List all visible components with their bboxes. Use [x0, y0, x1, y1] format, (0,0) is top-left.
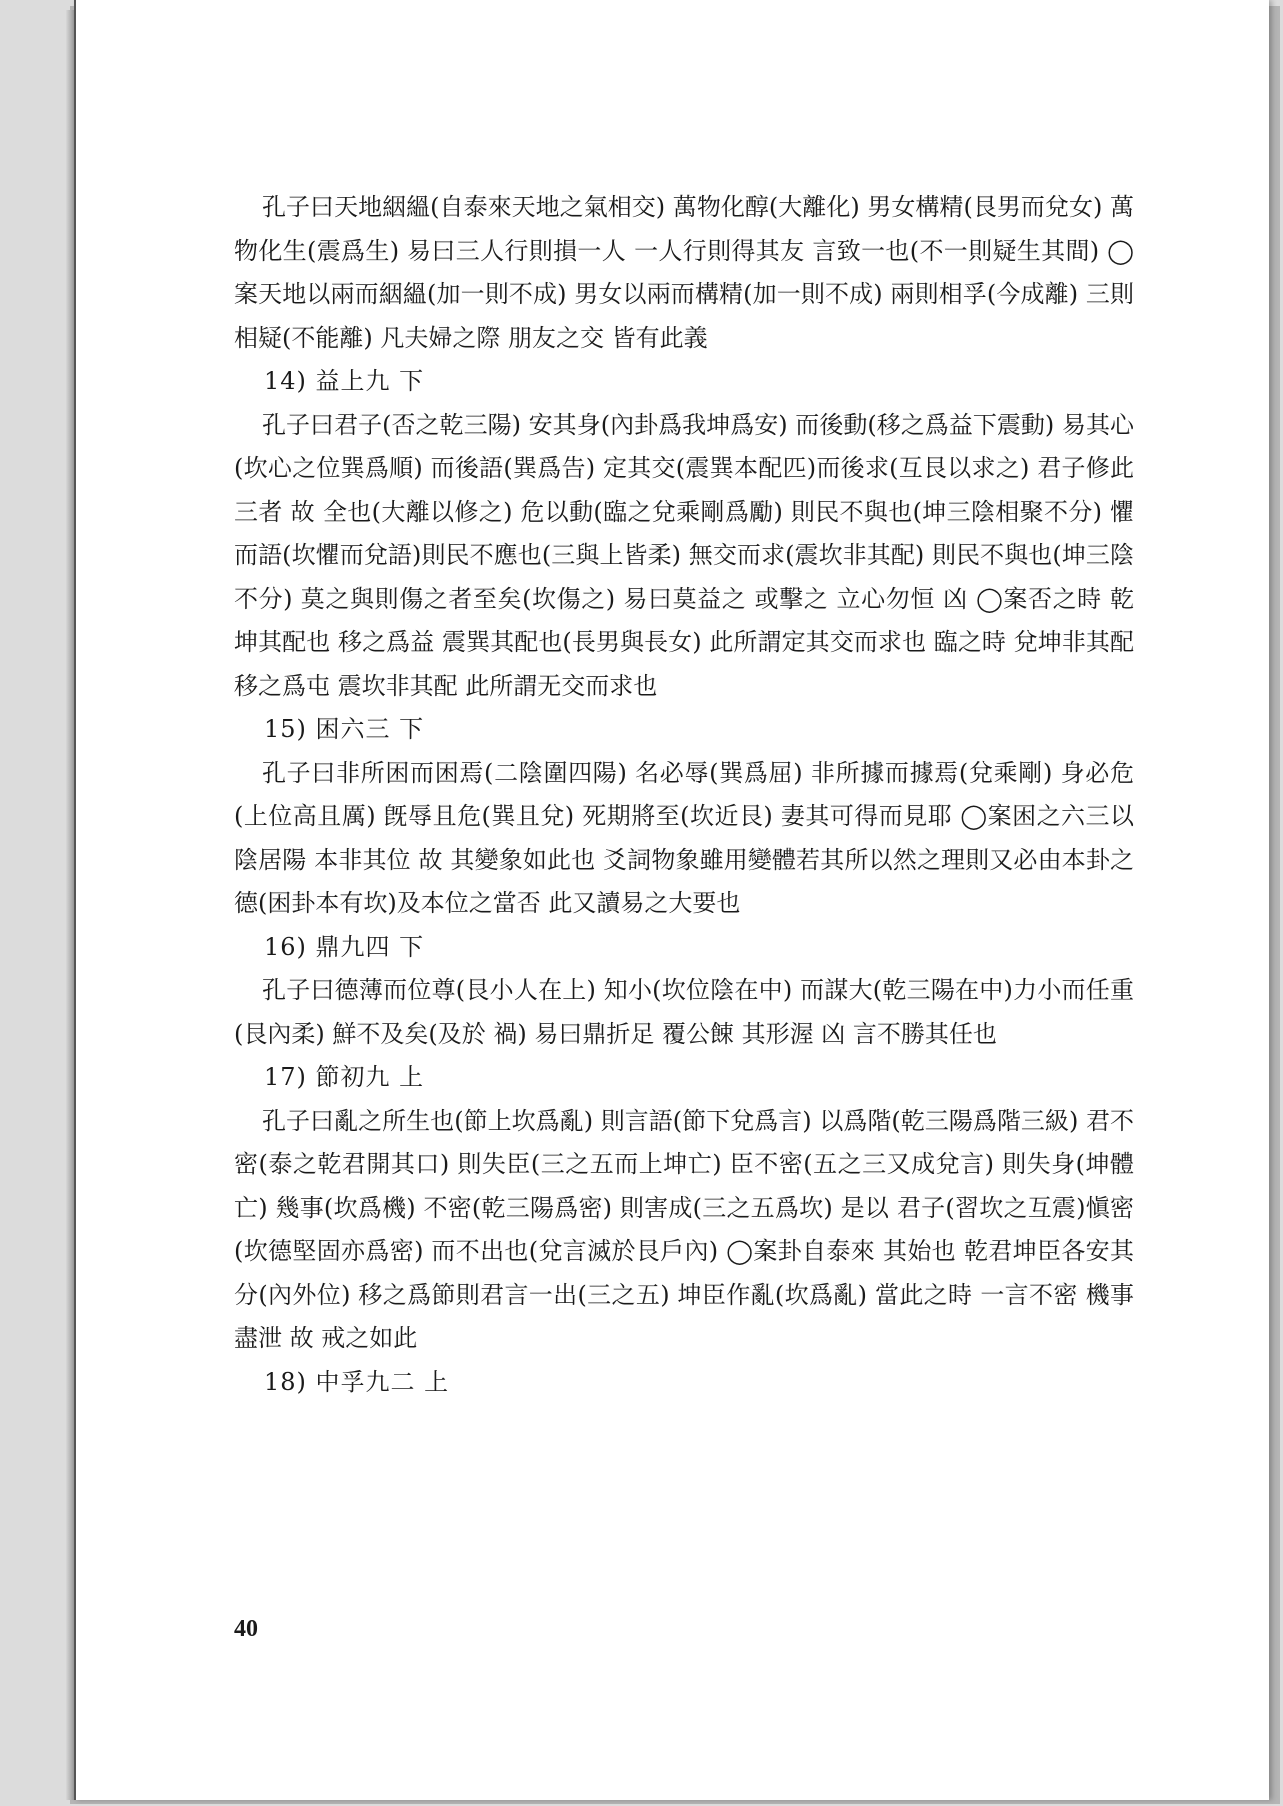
section-heading: 16) 鼎九四 下 — [264, 932, 425, 961]
paragraph: 孔子曰非所困而困焉(二陰圍四陽) 名必辱(巽爲屈) 非所據而據焉(兌乘剛) 身必危(上位高且厲) 旣辱且危(巽且兌) 死期將至(坎近艮) 妻其可得而見耶 ◯案困之六三以陰居陽 本非其位 故 其變象如此也 爻詞物象雖用變體若其所以然之理則又必由本卦之德(困卦本有坎)及本位之當否 此又讀易之大要也 — [234, 758, 1134, 917]
section-heading: 17) 節初九 上 — [264, 1063, 425, 1091]
section-heading: 18) 中孚九二 上 — [264, 1367, 450, 1396]
paragraph: 孔子曰天地絪縕(自泰來天地之氣相交) 萬物化醇(大離化) 男女構精(艮男而兌女) 萬物化生(震爲生) 易曰三人行則損一人 一人行則得其友 言致一也(不一則疑生其間) ◯案天地以兩而絪縕(加一則不成) 男女以兩而構精(加一則不成) 兩則相孚(今成離) 三則相疑(不能離) 凡夫婦之際 朋友之交 皆有此義 — [234, 193, 1134, 352]
page-edge — [66, 10, 74, 1800]
section-heading: 14) 益上九 下 — [264, 367, 425, 395]
section-heading: 15) 困六三 下 — [264, 715, 425, 743]
paragraph: 孔子曰德薄而位尊(艮小人在上) 知小(坎位陰在中) 而謀大(乾三陽在中)力小而任重(艮內柔) 鮮不及矣(及於 禍) 易曰鼎折足 覆公餗 其形渥 凶 言不勝其任也 — [234, 976, 1134, 1048]
body-text — [234, 186, 1134, 1404]
page-number: 40 — [234, 1616, 258, 1642]
paragraph: 孔子曰君子(否之乾三陽) 安其身(內卦爲我坤爲安) 而後動(移之爲益下震動) 易其心(坎心之位巽爲順) 而後語(巽爲告) 定其交(震巽本配匹)而後求(互艮以求之) 君子修此三者 故 全也(大離以修之) 危以動(臨之兌乘剛爲勵) 則民不與也(坤三陰相聚不分) 懼而語(坎懼而兌語)則民不應也(三與上皆柔) 無交而求(震坎非其配) 則民不與也(坤三陰不分) 莫之與則傷之者至矣(坎傷之) 易曰莫益之 或擊之 立心勿恒 凶 ◯案否之時 乾坤其配也 移之爲益 震巽其配也(長男與長女) 此所謂定其交而求也 臨之時 兌坤非其配 移之爲屯 震坎非其配 此所謂无交而求也 — [234, 410, 1134, 700]
paragraph: 孔子曰亂之所生也(節上坎爲亂) 則言語(節下兌爲言) 以爲階(乾三陽爲階三級) 君不密(泰之乾君開其口) 則失臣(三之五而上坤亡) 臣不密(五之三又成兌言) 則失身(坤體亡) 幾事(坎爲機) 不密(乾三陽爲密) 則害成(三之五爲坎) 是以 君子(習坎之互震)愼密(坎德堅固亦爲密) 而不出也(兌言滅於艮戶內) ◯案卦自泰來 其始也 乾君坤臣各安其分(內外位) 移之爲節則君言一出(三之五) 坤臣作亂(坎爲亂) 當此之時 一言不密 機事盡泄 故 戒之如此 — [234, 1106, 1134, 1352]
